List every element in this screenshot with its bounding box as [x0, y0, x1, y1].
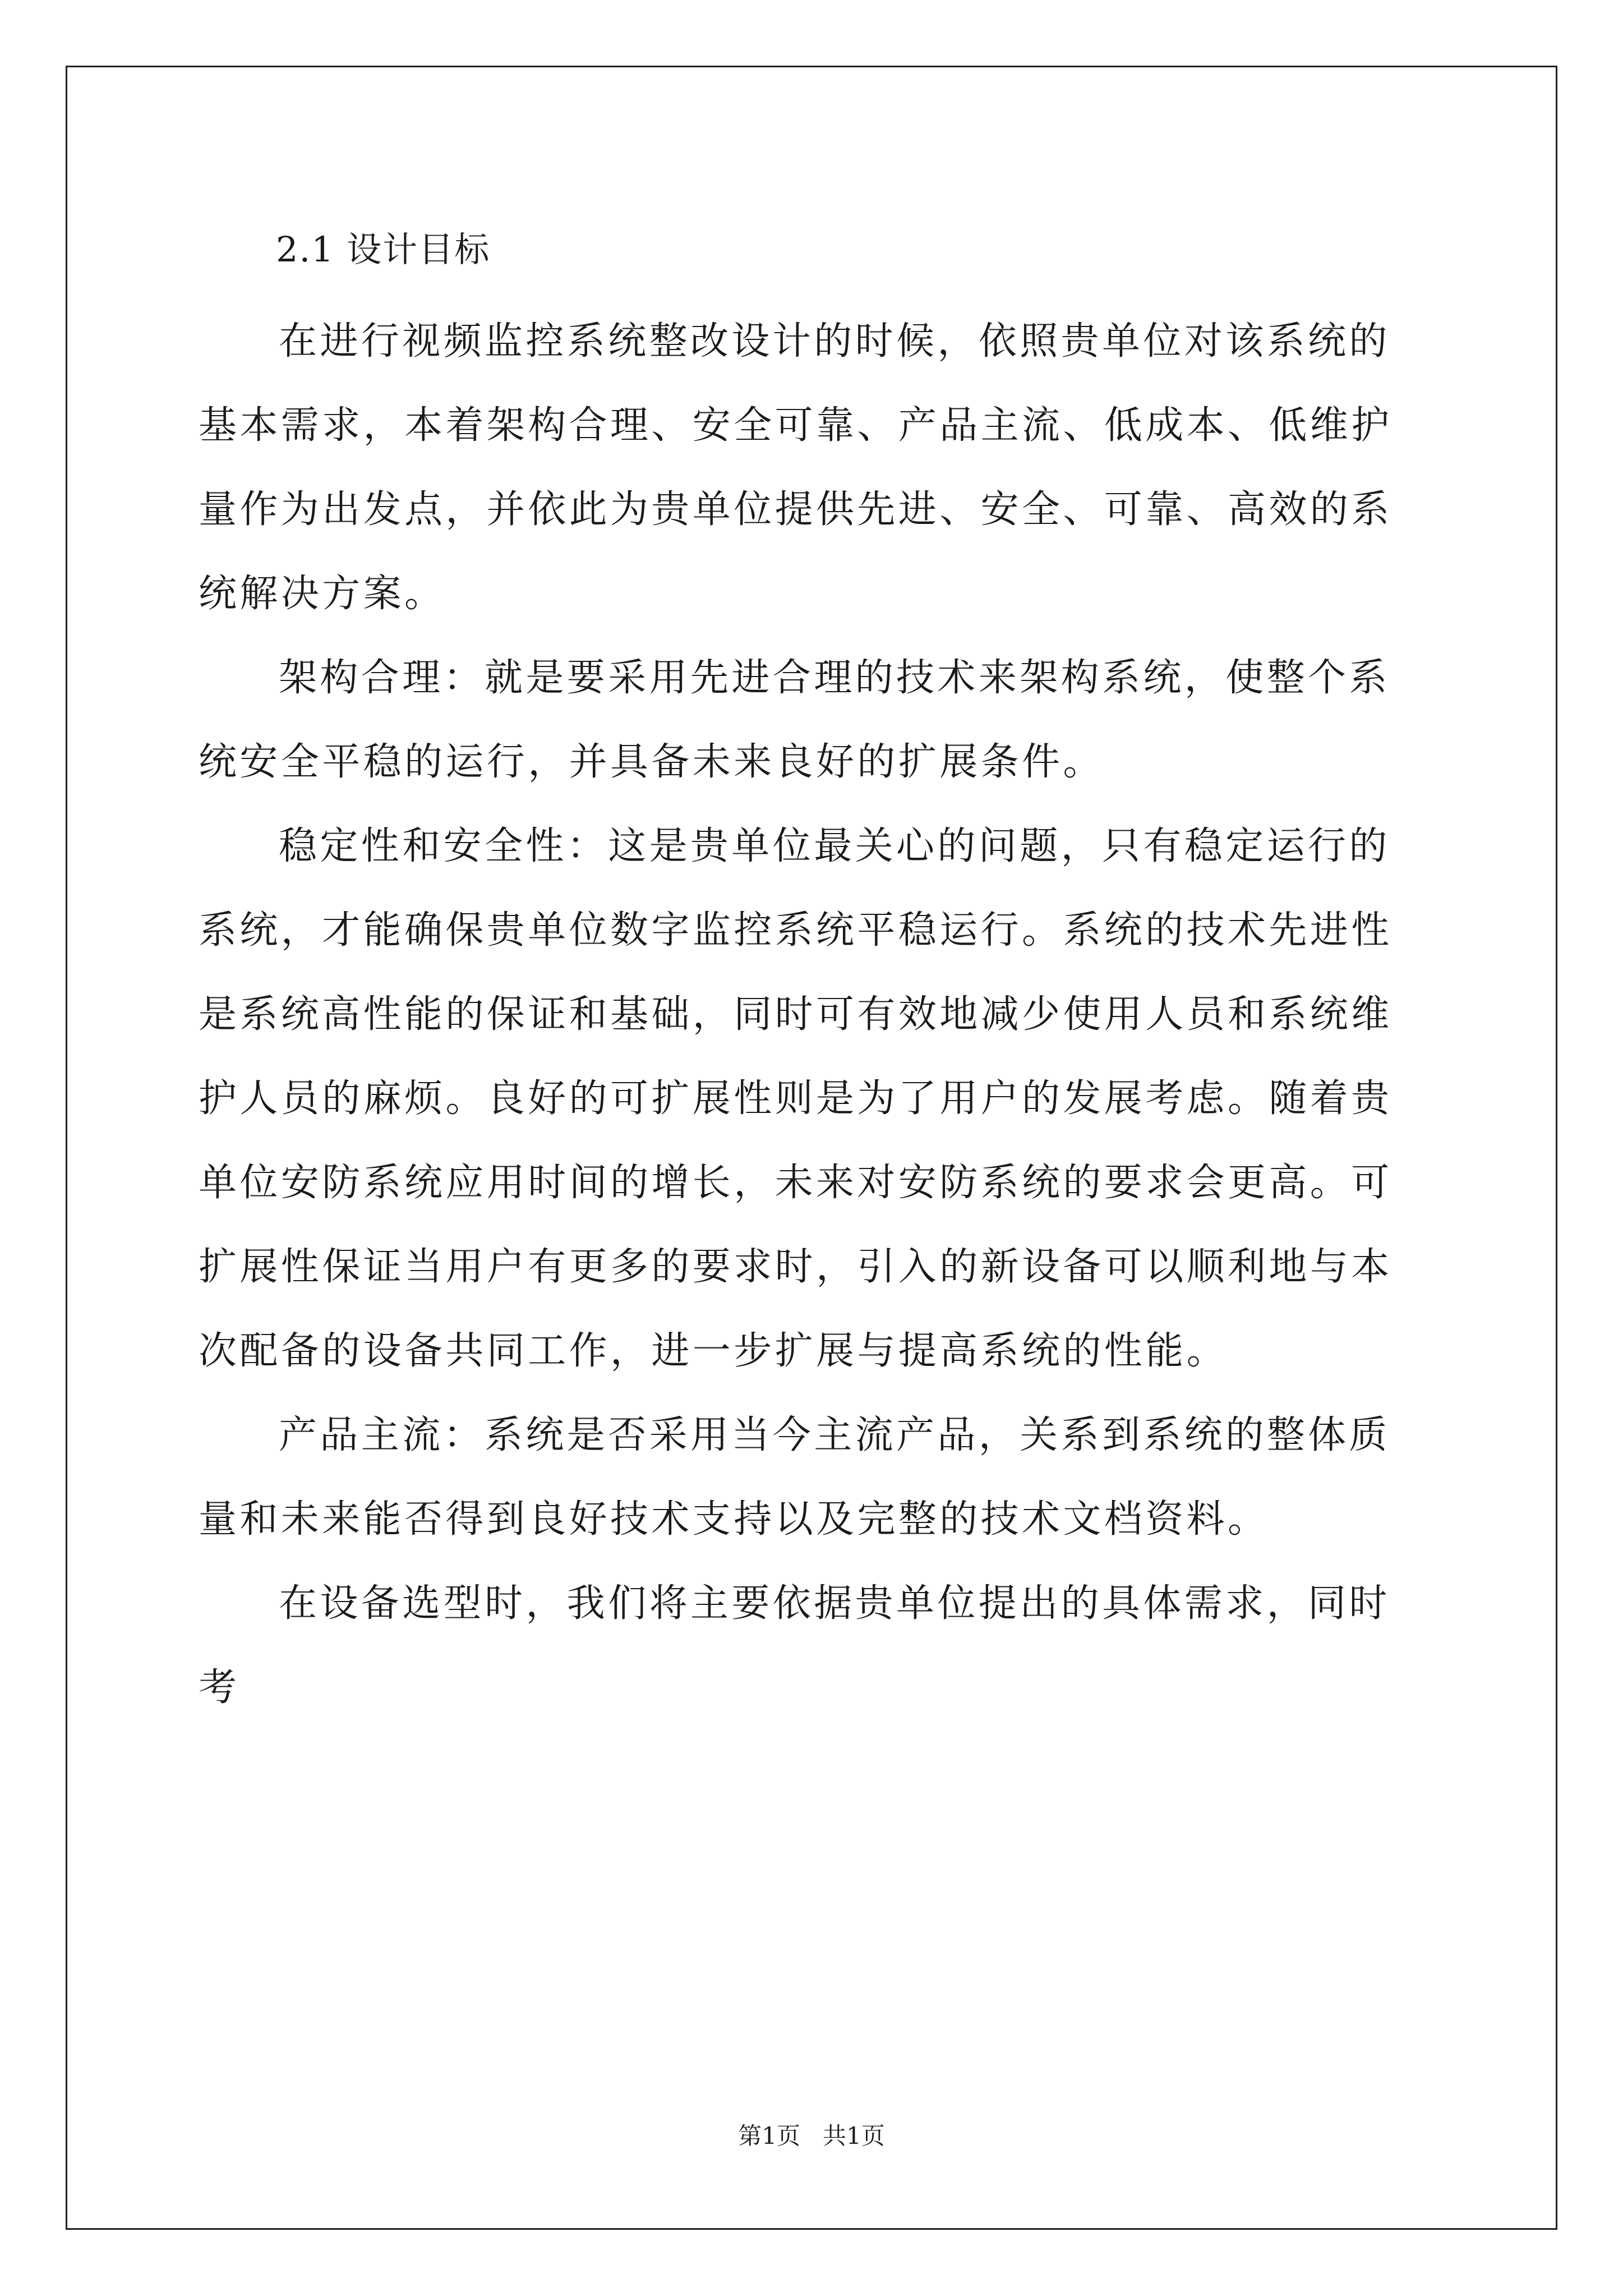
paragraph-design-intro: 在进行视频监控系统整改设计的时候，依照贵单位对该系统的基本需求，本着架构合理、安全可靠、产品主流、低成本、低维护量作为出发点，并依此为贵单位提供先进、安全、可靠、高效的系统解决方案。: [199, 319, 1393, 616]
paragraph-equipment-selection: 在设备选型时，我们将主要依据贵单位提出的具体需求，同时考: [199, 1581, 1390, 1710]
section-heading: 2.1 设计目标: [276, 229, 491, 270]
page-total: 共1页: [823, 2122, 885, 2150]
page-number: 第1页: [738, 2122, 800, 2150]
paragraph-stability-security: 稳定性和安全性：这是贵单位最关心的问题，只有稳定运行的系统，才能确保贵单位数字监控系统平稳运行。系统的技术先进性是系统高性能的保证和基础，同时可有效地减少使用人员和系统维护人员的麻烦。良好的可扩展性则是为了用户的发展考虑。随着贵单位安防系统应用时间的增长，未来对安防系统的要求会更高。可扩展性保证当用户有更多的要求时，引入的新设备可以顺利地与本次配备的设备共同工作，进一步扩展与提高系统的性能。: [199, 824, 1393, 1373]
document-body: [199, 213, 1427, 1730]
page-footer: [0, 2119, 1623, 2153]
paragraph-architecture: 架构合理：就是要采用先进合理的技术来架构系统，使整个系统安全平稳的运行，并具备未来良好的扩展条件。: [199, 656, 1390, 784]
paragraph-mainstream-products: 产品主流：系统是否采用当今主流产品，关系到系统的整体质量和未来能否得到良好技术支持以及完整的技术文档资料。: [199, 1413, 1390, 1542]
